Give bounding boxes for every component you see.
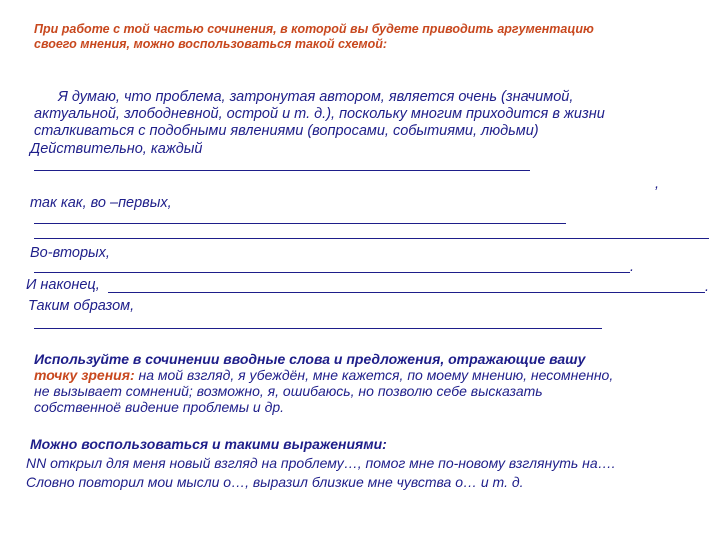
intro-words-text-1: на мой взгляд, я убеждён, мне кажется, по моему мнению, несомненно,	[134, 367, 614, 383]
intro-words-line-3: не вызывает сомнений; возможно, я, ошибаюсь, но позволю себе высказать	[34, 383, 543, 399]
intro-words-heading-cont: точку зрения:	[34, 367, 135, 383]
dot-mark-1: .	[630, 259, 635, 275]
expressions-line-2: Словно повторил мои мысли о…, выразил близкие мне чувства о… и т. д.	[26, 474, 524, 490]
i-nakonets-label: И наконец,	[26, 277, 100, 293]
blank-line-2	[34, 223, 566, 224]
vo-vtoryh-label: Во-вторых,	[30, 245, 110, 261]
intro-line-2: своего мнения, можно воспользоваться такой схемой:	[34, 37, 388, 51]
expressions-heading: Можно воспользоваться и такими выражениями:	[30, 436, 387, 452]
intro-words-heading: Используйте в сочинении вводные слова и предложения, отражающие вашу	[34, 351, 586, 367]
scheme-line-2: актуальной, злободневной, острой и т. д.), поскольку многим приходится в жизни	[34, 106, 605, 122]
comma-mark: ,	[655, 176, 660, 192]
tak-kak-label: так как, во –первых,	[30, 195, 172, 211]
expressions-line-1: NN открыл для меня новый взгляд на проблему…, помог мне по-новому взглянуть на….	[26, 455, 616, 471]
blank-line-3	[34, 238, 709, 239]
takim-obrazom-label: Таким образом,	[28, 298, 135, 314]
blank-line-6	[34, 328, 602, 329]
intro-line-1: При работе с той частью сочинения, в которой вы будете приводить аргументацию	[34, 22, 594, 36]
blank-line-4	[34, 272, 630, 273]
dot-mark-2: .	[705, 279, 710, 295]
blank-line-5	[108, 292, 705, 293]
scheme-line-3: сталкиваться с подобными явлениями (вопросами, событиями, людьми)	[34, 123, 539, 139]
deistvitelno-label: Действительно, каждый	[30, 141, 203, 157]
intro-words-line-2	[34, 367, 613, 383]
blank-line-1	[34, 170, 530, 171]
intro-words-line-4: собственноё видение проблемы и др.	[34, 399, 285, 415]
scheme-line-1: Я думаю, что проблема, затронутая автором, является очень (значимой,	[58, 89, 574, 105]
